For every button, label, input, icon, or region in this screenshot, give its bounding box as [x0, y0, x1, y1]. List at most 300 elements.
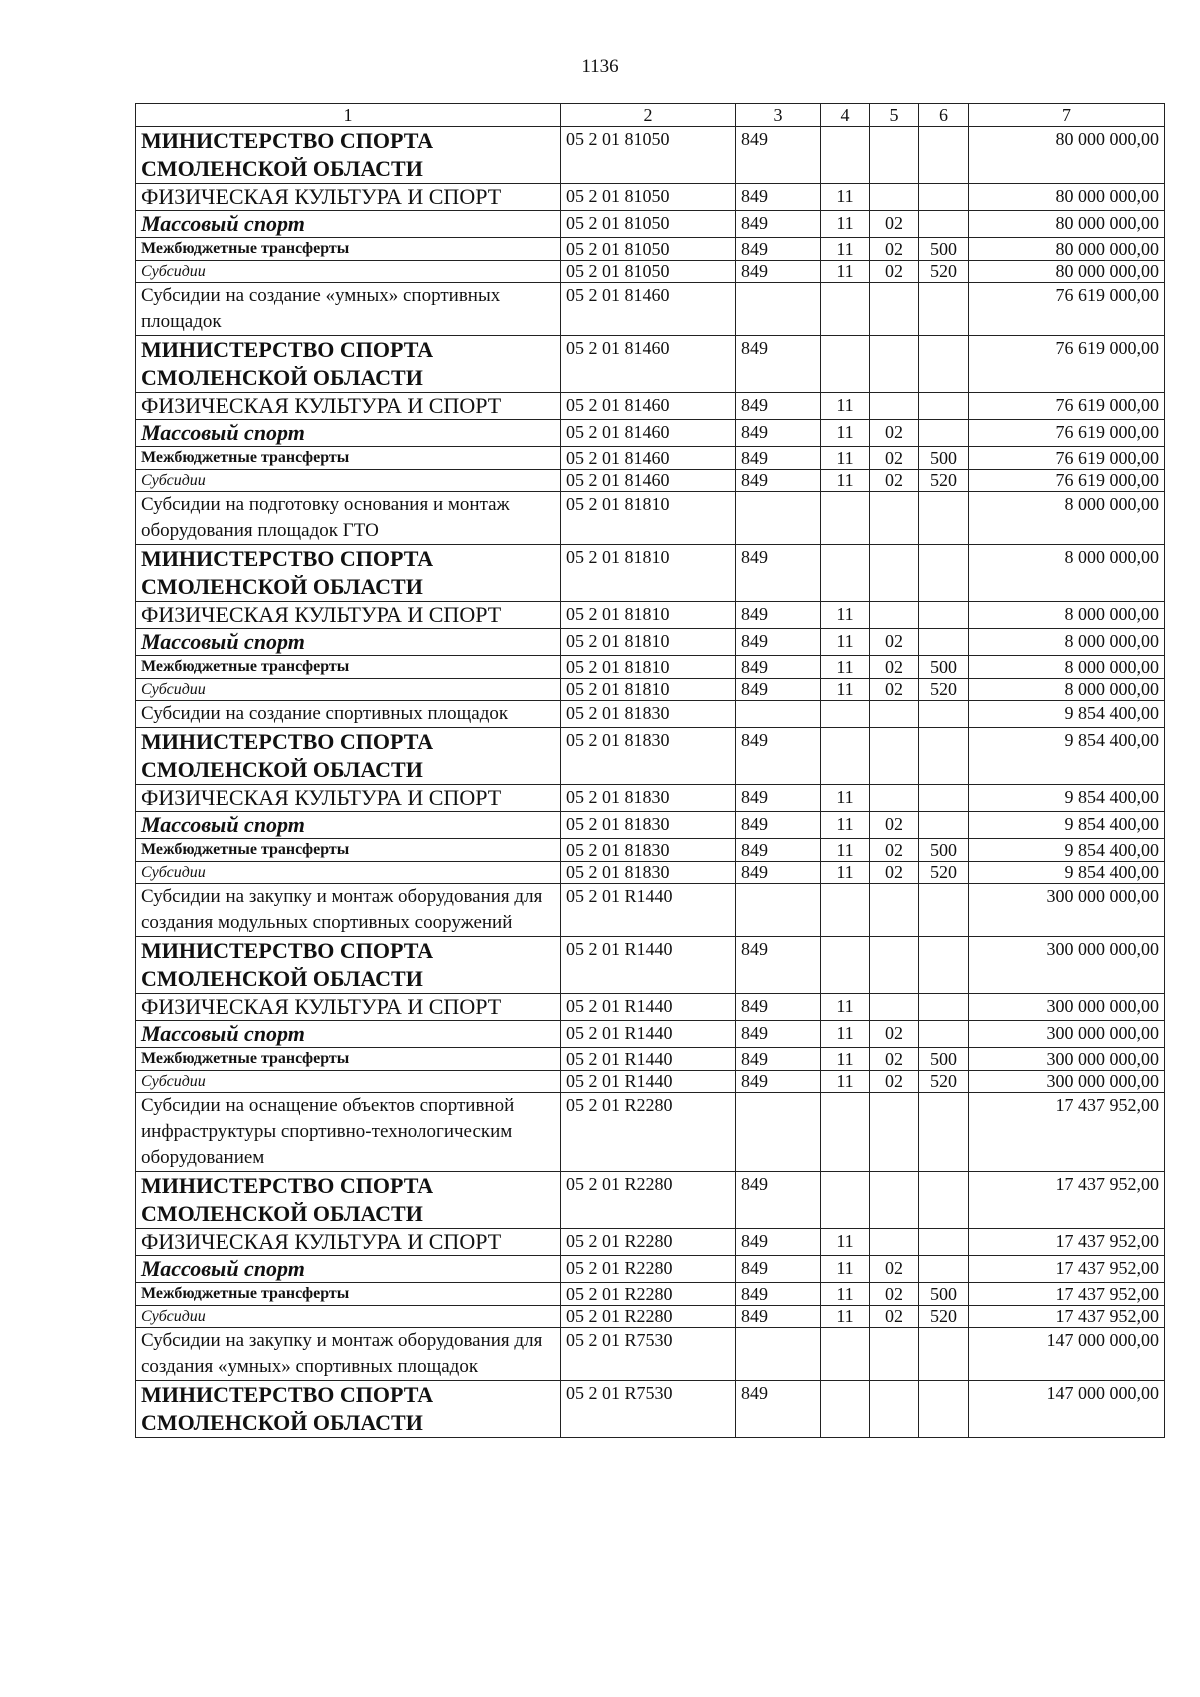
- target-code: 05 2 01 81810: [561, 629, 736, 656]
- expense-type-code: [919, 937, 969, 994]
- subsection-code: [870, 1093, 919, 1172]
- section-code: [821, 884, 870, 937]
- expense-type-code: [919, 127, 969, 184]
- table-row: [136, 629, 1165, 656]
- table-row: [136, 1328, 1165, 1381]
- ministry-code: [736, 1328, 821, 1381]
- table-row: [136, 447, 1165, 470]
- expense-type-code: [919, 1229, 969, 1256]
- row-name: Субсидии: [136, 862, 561, 884]
- amount: 80 000 000,00: [969, 238, 1165, 261]
- ministry-code: 849: [736, 545, 821, 602]
- table-row: [136, 261, 1165, 283]
- expense-type-code: [919, 629, 969, 656]
- expense-type-code: [919, 1172, 969, 1229]
- ministry-code: [736, 283, 821, 336]
- row-name: ФИЗИЧЕСКАЯ КУЛЬТУРА И СПОРТ: [136, 184, 561, 211]
- amount: 17 437 952,00: [969, 1093, 1165, 1172]
- amount: 300 000 000,00: [969, 1021, 1165, 1048]
- row-name: Субсидии: [136, 261, 561, 283]
- section-code: [821, 545, 870, 602]
- ministry-code: 849: [736, 184, 821, 211]
- amount: 76 619 000,00: [969, 420, 1165, 447]
- row-name: ФИЗИЧЕСКАЯ КУЛЬТУРА И СПОРТ: [136, 994, 561, 1021]
- amount: 8 000 000,00: [969, 545, 1165, 602]
- section-code: 11: [821, 602, 870, 629]
- expense-type-code: [919, 184, 969, 211]
- section-code: [821, 937, 870, 994]
- table-row: [136, 994, 1165, 1021]
- page-number: 1136: [581, 56, 619, 77]
- amount: 17 437 952,00: [969, 1283, 1165, 1306]
- column-number: 4: [821, 104, 870, 127]
- section-code: 11: [821, 1283, 870, 1306]
- row-name: Массовый спорт: [136, 1256, 561, 1283]
- expense-type-code: [919, 994, 969, 1021]
- section-code: 11: [821, 785, 870, 812]
- amount: 9 854 400,00: [969, 785, 1165, 812]
- amount: 76 619 000,00: [969, 393, 1165, 420]
- amount: 8 000 000,00: [969, 492, 1165, 545]
- section-code: 11: [821, 1021, 870, 1048]
- row-name: Субсидии: [136, 470, 561, 492]
- amount: 300 000 000,00: [969, 937, 1165, 994]
- expense-type-code: [919, 1256, 969, 1283]
- subsection-code: 02: [870, 1256, 919, 1283]
- table-row: [136, 545, 1165, 602]
- table-row: [136, 336, 1165, 393]
- amount: 17 437 952,00: [969, 1172, 1165, 1229]
- amount: 9 854 400,00: [969, 862, 1165, 884]
- table-row: [136, 393, 1165, 420]
- amount: 9 854 400,00: [969, 701, 1165, 728]
- expense-type-code: [919, 1381, 969, 1438]
- subsection-code: 02: [870, 1306, 919, 1328]
- expense-type-code: 500: [919, 447, 969, 470]
- section-code: 11: [821, 184, 870, 211]
- section-code: [821, 1172, 870, 1229]
- section-code: 11: [821, 1071, 870, 1093]
- row-name: Субсидии на подготовку основания и монтаж оборудования площадок ГТО: [136, 492, 561, 545]
- target-code: 05 2 01 81830: [561, 785, 736, 812]
- subsection-code: 02: [870, 839, 919, 862]
- subsection-code: [870, 283, 919, 336]
- expense-type-code: 520: [919, 862, 969, 884]
- target-code: 05 2 01 R1440: [561, 1071, 736, 1093]
- section-code: 11: [821, 1048, 870, 1071]
- amount: 9 854 400,00: [969, 839, 1165, 862]
- column-number: 7: [969, 104, 1165, 127]
- expense-type-code: 520: [919, 1306, 969, 1328]
- column-number-row: [136, 104, 1165, 127]
- row-name: Массовый спорт: [136, 420, 561, 447]
- target-code: 05 2 01 R2280: [561, 1256, 736, 1283]
- expense-type-code: [919, 336, 969, 393]
- ministry-code: 849: [736, 785, 821, 812]
- section-code: 11: [821, 1256, 870, 1283]
- row-name: Субсидии на создание спортивных площадок: [136, 701, 561, 728]
- target-code: 05 2 01 81830: [561, 862, 736, 884]
- subsection-code: [870, 1172, 919, 1229]
- row-name: Межбюджетные трансферты: [136, 238, 561, 261]
- target-code: 05 2 01 R1440: [561, 1048, 736, 1071]
- ministry-code: 849: [736, 1021, 821, 1048]
- amount: 147 000 000,00: [969, 1381, 1165, 1438]
- expense-type-code: 520: [919, 261, 969, 283]
- table-row: [136, 862, 1165, 884]
- subsection-code: 02: [870, 629, 919, 656]
- target-code: 05 2 01 R2280: [561, 1172, 736, 1229]
- subsection-code: 02: [870, 1283, 919, 1306]
- amount: 80 000 000,00: [969, 127, 1165, 184]
- target-code: 05 2 01 R2280: [561, 1093, 736, 1172]
- table-row: [136, 1256, 1165, 1283]
- subsection-code: 02: [870, 1071, 919, 1093]
- ministry-code: 849: [736, 1229, 821, 1256]
- subsection-code: 02: [870, 1021, 919, 1048]
- row-name: МИНИСТЕРСТВО СПОРТА СМОЛЕНСКОЙ ОБЛАСТИ: [136, 728, 561, 785]
- table-row: [136, 812, 1165, 839]
- table-row: [136, 728, 1165, 785]
- section-code: 11: [821, 393, 870, 420]
- subsection-code: 02: [870, 1048, 919, 1071]
- section-code: 11: [821, 1306, 870, 1328]
- expense-type-code: 500: [919, 839, 969, 862]
- row-name: Межбюджетные трансферты: [136, 839, 561, 862]
- amount: 17 437 952,00: [969, 1306, 1165, 1328]
- subsection-code: [870, 994, 919, 1021]
- subsection-code: [870, 336, 919, 393]
- table-row: [136, 1048, 1165, 1071]
- target-code: 05 2 01 81050: [561, 211, 736, 238]
- expense-type-code: 500: [919, 1283, 969, 1306]
- expense-type-code: 520: [919, 679, 969, 701]
- amount: 17 437 952,00: [969, 1229, 1165, 1256]
- target-code: 05 2 01 81810: [561, 656, 736, 679]
- amount: 9 854 400,00: [969, 812, 1165, 839]
- ministry-code: 849: [736, 839, 821, 862]
- subsection-code: 02: [870, 656, 919, 679]
- target-code: 05 2 01 81460: [561, 393, 736, 420]
- subsection-code: 02: [870, 470, 919, 492]
- row-name: МИНИСТЕРСТВО СПОРТА СМОЛЕНСКОЙ ОБЛАСТИ: [136, 937, 561, 994]
- expense-type-code: [919, 884, 969, 937]
- section-code: 11: [821, 994, 870, 1021]
- target-code: 05 2 01 R1440: [561, 884, 736, 937]
- ministry-code: 849: [736, 1048, 821, 1071]
- section-code: [821, 1381, 870, 1438]
- subsection-code: [870, 184, 919, 211]
- row-name: МИНИСТЕРСТВО СПОРТА СМОЛЕНСКОЙ ОБЛАСТИ: [136, 336, 561, 393]
- ministry-code: 849: [736, 238, 821, 261]
- amount: 8 000 000,00: [969, 602, 1165, 629]
- table-row: [136, 679, 1165, 701]
- row-name: Межбюджетные трансферты: [136, 1048, 561, 1071]
- amount: 300 000 000,00: [969, 1048, 1165, 1071]
- subsection-code: [870, 884, 919, 937]
- row-name: Межбюджетные трансферты: [136, 656, 561, 679]
- table-row: [136, 238, 1165, 261]
- ministry-code: 849: [736, 1283, 821, 1306]
- row-name: МИНИСТЕРСТВО СПОРТА СМОЛЕНСКОЙ ОБЛАСТИ: [136, 1172, 561, 1229]
- section-code: 11: [821, 447, 870, 470]
- ministry-code: 849: [736, 211, 821, 238]
- table-row: [136, 1071, 1165, 1093]
- subsection-code: [870, 1381, 919, 1438]
- column-number: 1: [136, 104, 561, 127]
- ministry-code: 849: [736, 1381, 821, 1438]
- expense-type-code: [919, 602, 969, 629]
- expense-type-code: 520: [919, 1071, 969, 1093]
- expense-type-code: [919, 1021, 969, 1048]
- section-code: 11: [821, 238, 870, 261]
- subsection-code: [870, 602, 919, 629]
- target-code: 05 2 01 81810: [561, 679, 736, 701]
- table-row: [136, 184, 1165, 211]
- expense-type-code: 500: [919, 238, 969, 261]
- expense-type-code: [919, 545, 969, 602]
- ministry-code: 849: [736, 336, 821, 393]
- target-code: 05 2 01 R2280: [561, 1229, 736, 1256]
- column-number: 5: [870, 104, 919, 127]
- section-code: 11: [821, 839, 870, 862]
- ministry-code: 849: [736, 1071, 821, 1093]
- table-row: [136, 127, 1165, 184]
- target-code: 05 2 01 R7530: [561, 1381, 736, 1438]
- ministry-code: 849: [736, 1306, 821, 1328]
- table-row: [136, 785, 1165, 812]
- table-row: [136, 470, 1165, 492]
- section-code: 11: [821, 679, 870, 701]
- section-code: [821, 1093, 870, 1172]
- target-code: 05 2 01 81830: [561, 812, 736, 839]
- expense-type-code: [919, 728, 969, 785]
- row-name: Массовый спорт: [136, 211, 561, 238]
- subsection-code: [870, 937, 919, 994]
- expense-type-code: [919, 701, 969, 728]
- table-row: [136, 1283, 1165, 1306]
- row-name: Субсидии на оснащение объектов спортивной инфраструктуры спортивно-технологическим оборудованием: [136, 1093, 561, 1172]
- amount: 80 000 000,00: [969, 184, 1165, 211]
- amount: 76 619 000,00: [969, 447, 1165, 470]
- subsection-code: [870, 127, 919, 184]
- ministry-code: 849: [736, 261, 821, 283]
- row-name: МИНИСТЕРСТВО СПОРТА СМОЛЕНСКОЙ ОБЛАСТИ: [136, 1381, 561, 1438]
- expense-type-code: [919, 211, 969, 238]
- amount: 80 000 000,00: [969, 261, 1165, 283]
- target-code: 05 2 01 81460: [561, 420, 736, 447]
- ministry-code: 849: [736, 447, 821, 470]
- target-code: 05 2 01 81460: [561, 336, 736, 393]
- section-code: [821, 492, 870, 545]
- table-row: [136, 1021, 1165, 1048]
- subsection-code: [870, 545, 919, 602]
- table-row: [136, 701, 1165, 728]
- row-name: МИНИСТЕРСТВО СПОРТА СМОЛЕНСКОЙ ОБЛАСТИ: [136, 545, 561, 602]
- row-name: Субсидии: [136, 679, 561, 701]
- target-code: 05 2 01 R2280: [561, 1306, 736, 1328]
- ministry-code: 849: [736, 1172, 821, 1229]
- amount: 76 619 000,00: [969, 470, 1165, 492]
- section-code: [821, 283, 870, 336]
- column-number: 6: [919, 104, 969, 127]
- section-code: 11: [821, 211, 870, 238]
- target-code: 05 2 01 R1440: [561, 994, 736, 1021]
- expense-type-code: [919, 785, 969, 812]
- target-code: 05 2 01 81460: [561, 470, 736, 492]
- target-code: 05 2 01 81810: [561, 492, 736, 545]
- subsection-code: 02: [870, 447, 919, 470]
- amount: 300 000 000,00: [969, 994, 1165, 1021]
- target-code: 05 2 01 R1440: [561, 1021, 736, 1048]
- expense-type-code: [919, 420, 969, 447]
- ministry-code: [736, 492, 821, 545]
- table-row: [136, 656, 1165, 679]
- subsection-code: [870, 492, 919, 545]
- ministry-code: 849: [736, 728, 821, 785]
- target-code: 05 2 01 R1440: [561, 937, 736, 994]
- table-row: [136, 492, 1165, 545]
- section-code: 11: [821, 261, 870, 283]
- budget-table: [135, 103, 1165, 1438]
- amount: 147 000 000,00: [969, 1328, 1165, 1381]
- table-row: [136, 839, 1165, 862]
- ministry-code: 849: [736, 602, 821, 629]
- row-name: ФИЗИЧЕСКАЯ КУЛЬТУРА И СПОРТ: [136, 602, 561, 629]
- table-row: [136, 884, 1165, 937]
- amount: 76 619 000,00: [969, 283, 1165, 336]
- section-code: [821, 127, 870, 184]
- amount: 76 619 000,00: [969, 336, 1165, 393]
- section-code: 11: [821, 862, 870, 884]
- ministry-code: 849: [736, 127, 821, 184]
- ministry-code: 849: [736, 994, 821, 1021]
- ministry-code: 849: [736, 1256, 821, 1283]
- table-row: [136, 602, 1165, 629]
- subsection-code: 02: [870, 812, 919, 839]
- row-name: Субсидии на закупку и монтаж оборудования для создания «умных» спортивных площадок: [136, 1328, 561, 1381]
- subsection-code: 02: [870, 862, 919, 884]
- target-code: 05 2 01 81810: [561, 602, 736, 629]
- row-name: Субсидии на закупку и монтаж оборудования для создания модульных спортивных сооружений: [136, 884, 561, 937]
- subsection-code: [870, 1229, 919, 1256]
- amount: 17 437 952,00: [969, 1256, 1165, 1283]
- expense-type-code: 500: [919, 1048, 969, 1071]
- ministry-code: 849: [736, 937, 821, 994]
- ministry-code: 849: [736, 420, 821, 447]
- table-row: [136, 1306, 1165, 1328]
- table-row: [136, 1381, 1165, 1438]
- target-code: 05 2 01 81830: [561, 701, 736, 728]
- table-row: [136, 1229, 1165, 1256]
- target-code: 05 2 01 81460: [561, 447, 736, 470]
- ministry-code: 849: [736, 656, 821, 679]
- ministry-code: [736, 884, 821, 937]
- subsection-code: 02: [870, 679, 919, 701]
- target-code: 05 2 01 R7530: [561, 1328, 736, 1381]
- expense-type-code: 500: [919, 656, 969, 679]
- amount: 8 000 000,00: [969, 629, 1165, 656]
- subsection-code: 02: [870, 238, 919, 261]
- subsection-code: [870, 1328, 919, 1381]
- target-code: 05 2 01 81050: [561, 127, 736, 184]
- expense-type-code: [919, 812, 969, 839]
- expense-type-code: [919, 1328, 969, 1381]
- section-code: 11: [821, 1229, 870, 1256]
- target-code: 05 2 01 81830: [561, 839, 736, 862]
- amount: 8 000 000,00: [969, 656, 1165, 679]
- row-name: МИНИСТЕРСТВО СПОРТА СМОЛЕНСКОЙ ОБЛАСТИ: [136, 127, 561, 184]
- amount: 8 000 000,00: [969, 679, 1165, 701]
- row-name: Массовый спорт: [136, 1021, 561, 1048]
- subsection-code: [870, 785, 919, 812]
- ministry-code: 849: [736, 470, 821, 492]
- expense-type-code: 520: [919, 470, 969, 492]
- target-code: 05 2 01 81050: [561, 238, 736, 261]
- section-code: [821, 728, 870, 785]
- section-code: 11: [821, 420, 870, 447]
- table-row: [136, 1172, 1165, 1229]
- target-code: 05 2 01 81050: [561, 261, 736, 283]
- table-row: [136, 937, 1165, 994]
- column-number: 3: [736, 104, 821, 127]
- budget-table-body: [136, 104, 1165, 1438]
- target-code: 05 2 01 81830: [561, 728, 736, 785]
- ministry-code: 849: [736, 393, 821, 420]
- row-name: Массовый спорт: [136, 812, 561, 839]
- ministry-code: 849: [736, 629, 821, 656]
- ministry-code: 849: [736, 812, 821, 839]
- ministry-code: 849: [736, 862, 821, 884]
- target-code: 05 2 01 R2280: [561, 1283, 736, 1306]
- section-code: 11: [821, 470, 870, 492]
- row-name: Межбюджетные трансферты: [136, 447, 561, 470]
- table-row: [136, 1093, 1165, 1172]
- subsection-code: [870, 393, 919, 420]
- target-code: 05 2 01 81810: [561, 545, 736, 602]
- target-code: 05 2 01 81050: [561, 184, 736, 211]
- row-name: ФИЗИЧЕСКАЯ КУЛЬТУРА И СПОРТ: [136, 785, 561, 812]
- table-row: [136, 420, 1165, 447]
- row-name: ФИЗИЧЕСКАЯ КУЛЬТУРА И СПОРТ: [136, 393, 561, 420]
- ministry-code: [736, 701, 821, 728]
- row-name: Массовый спорт: [136, 629, 561, 656]
- section-code: 11: [821, 629, 870, 656]
- amount: 300 000 000,00: [969, 884, 1165, 937]
- subsection-code: 02: [870, 261, 919, 283]
- expense-type-code: [919, 283, 969, 336]
- subsection-code: [870, 728, 919, 785]
- subsection-code: 02: [870, 420, 919, 447]
- amount: 80 000 000,00: [969, 211, 1165, 238]
- target-code: 05 2 01 81460: [561, 283, 736, 336]
- row-name: Субсидии: [136, 1306, 561, 1328]
- row-name: Субсидии: [136, 1071, 561, 1093]
- ministry-code: 849: [736, 679, 821, 701]
- expense-type-code: [919, 1093, 969, 1172]
- amount: 9 854 400,00: [969, 728, 1165, 785]
- table-row: [136, 211, 1165, 238]
- section-code: 11: [821, 656, 870, 679]
- ministry-code: [736, 1093, 821, 1172]
- subsection-code: 02: [870, 211, 919, 238]
- row-name: Межбюджетные трансферты: [136, 1283, 561, 1306]
- section-code: [821, 1328, 870, 1381]
- expense-type-code: [919, 492, 969, 545]
- row-name: ФИЗИЧЕСКАЯ КУЛЬТУРА И СПОРТ: [136, 1229, 561, 1256]
- expense-type-code: [919, 393, 969, 420]
- section-code: [821, 336, 870, 393]
